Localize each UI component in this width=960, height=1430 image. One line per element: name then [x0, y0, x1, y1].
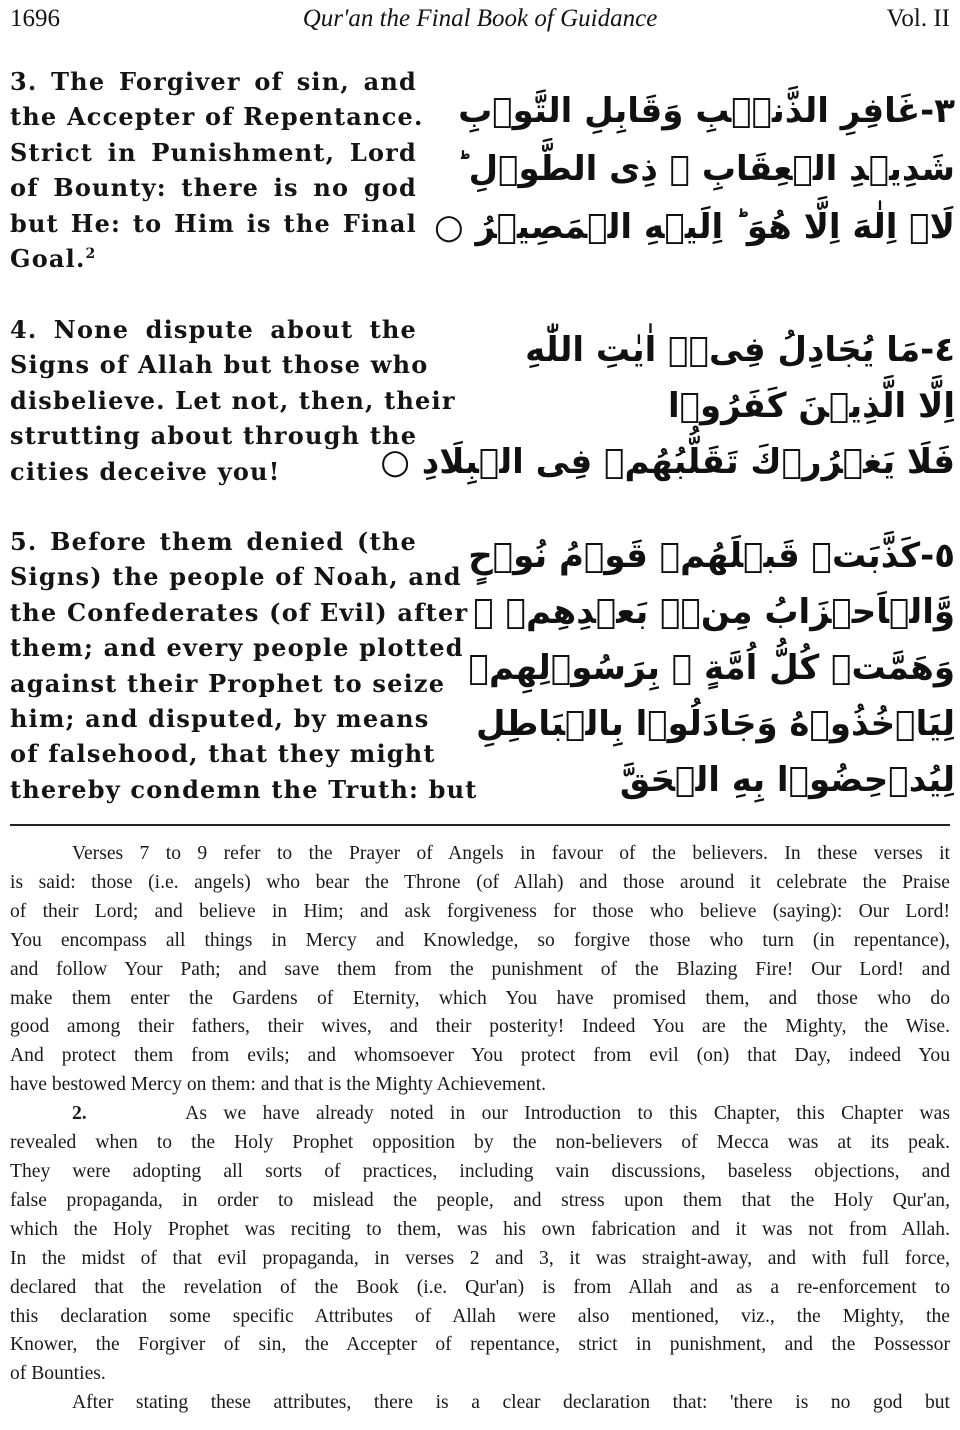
commentary-line: In the midst of that evil propaganda, in verses 2 and 3, it was straight-away, and with full force, [10, 1247, 950, 1269]
verse-line: against their Prophet to seize [10, 668, 446, 698]
verse-line: 4. None dispute about the [10, 315, 417, 344]
page-header [10, 4, 950, 34]
section-divider [10, 824, 950, 826]
arabic-line: لِيُدۡحِضُوۡا بِهِ الۡحَقَّ [619, 760, 955, 800]
volume-label: Vol. II [886, 5, 950, 32]
note-number: 2. [72, 1103, 87, 1125]
verse-line: Signs of Allah but those who [10, 350, 429, 380]
commentary-line: good among their fathers, their wives, and their posterity! Indeed You are the Mighty, the Wise. [10, 1016, 950, 1038]
commentary-line: revealed when to the Holy Prophet opposition by the non-believers of Mecca was at its peak. [10, 1132, 950, 1154]
verse-line: the Accepter of Repentance. [10, 102, 424, 132]
verse-line: them; and every people plotted [10, 633, 464, 663]
commentary-line: 2. As we have already noted in our Introduction to this Chapter, this Chapter was [72, 1103, 951, 1125]
commentary-line: false propaganda, in order to mislead the people, and stress upon them that the Holy Qur'an, [10, 1189, 950, 1211]
arabic-line: شَدِيۡدِ الۡعِقَابِ ۙ ذِى الطَّوۡلِ ؕ [456, 149, 955, 189]
commentary-line: which the Holy Prophet was reciting to them, was his own fabrication and it was not from Allah. [10, 1218, 950, 1240]
commentary-line: and follow Your Path; and save them from the punishment of the Blazing Fire! Our Lord! and [10, 958, 950, 980]
arabic-line: فَلَا يَغۡرُرۡكَ تَقَلُّبُهُمۡ فِى الۡبِلَادِ ○ [380, 442, 955, 482]
commentary-line: make them enter the Gardens of Eternity, which You have promised them, and those who do [10, 987, 950, 1009]
arabic-line: ٣-غَافِرِ الذَّنۡۢبِ وَقَابِلِ التَّوۡبِ [458, 91, 955, 131]
verse-5-translation [10, 524, 478, 807]
verse-3-translation [10, 64, 424, 276]
verse-line: of Bounty: there is no god [10, 173, 417, 203]
verse-line: 3. The Forgiver of sin, and [10, 67, 417, 96]
verse-line: Goal.$^2$ [10, 244, 97, 274]
arabic-line: وَهَمَّتۡ كُلُّ اُمَّةٍ ۢ بِرَسُوۡلِهِمۡ [468, 648, 955, 688]
commentary-line: Verses 7 to 9 refer to the Prayer of Angels in favour of the believers. In these verses it [72, 843, 950, 864]
running-title: Qur'an the Final Book of Guidance [302, 5, 658, 32]
arabic-line: لِيَاۡخُذُوۡهُ وَجَادَلُوۡا بِالۡبَاطِلِ [476, 704, 955, 744]
verse-line: thereby condemn the Truth: but [10, 774, 478, 804]
arabic-line: وَّالۡاَحۡزَابُ مِنۡۢ بَعۡدِهِمۡ ۖ [473, 592, 955, 632]
commentary-line: of Bounties. [10, 1363, 106, 1385]
verse-line: cities deceive you! [10, 456, 281, 486]
commentary-line: Knower, the Forgiver of sin, the Accepter of repentance, strict in punishment, and the Possessor [10, 1334, 950, 1356]
commentary-line: After stating these attributes, there is a clear declaration that: 'there is no god but [72, 1392, 950, 1414]
footnote-marker: 2 [85, 246, 97, 263]
commentary-line: declared that the revelation of the Book (i.e. Qur'an) is from Allah and as a re-enforcement to [10, 1276, 950, 1298]
commentary-line: is said: those (i.e. angels) who bear the Throne (of Allah) and those around it celebrate the Praise [10, 871, 950, 893]
verse-line: of falsehood, that they might [10, 739, 436, 769]
verse-line: Signs) the people of Noah, and [10, 562, 462, 592]
verse-line: him; and disputed, by means [10, 704, 430, 734]
verse-line: the Confederates (of Evil) after [10, 597, 469, 627]
commentary-line: have bestowed Mercy on them: and that is the Mighty Achievement. [10, 1074, 546, 1096]
verse-line: 5. Before them denied (the [10, 527, 417, 556]
verse-line: but He: to Him is the Final [10, 208, 417, 238]
page-number: 1696 [10, 5, 60, 32]
arabic-line: ٤-مَا يُجَادِلُ فِىۡۤ اٰيٰتِ اللّٰهِ [525, 330, 955, 370]
commentary-line: And protect them from evils; and whomsoever You protect from evil (on) that Day, indeed You [10, 1045, 950, 1067]
commentary-line: They were adopting all sorts of practices, including vain discussions, baseless objections, and [10, 1160, 950, 1182]
arabic-line: اِلَّا الَّذِيۡنَ كَفَرُوۡا [667, 386, 955, 426]
verse-line: disbelieve. Let not, then, their [10, 385, 456, 415]
verse-line: strutting about through the [10, 421, 418, 451]
verse-4-translation [10, 312, 456, 489]
commentary [10, 840, 950, 1418]
verse-5-arabic [468, 528, 955, 808]
arabic-line: لَاۤ اِلٰهَ اِلَّا هُوَ ؕ اِلَيۡهِ الۡمَصِيۡرُ ○ [433, 207, 955, 247]
arabic-line: ٥-كَذَّبَتۡ قَبۡلَهُمۡ قَوۡمُ نُوۡحٍ [468, 536, 955, 576]
verse-4-arabic [380, 322, 955, 490]
verse-line: Strict in Punishment, Lord [10, 137, 417, 167]
commentary-line: You encompass all things in Mercy and Knowledge, so forgive those who turn (in repentance), [10, 929, 950, 951]
commentary-line: of their Lord; and believe in Him; and ask forgiveness for those who believe (saying): Our Lord! [10, 900, 950, 922]
commentary-line: this declaration some specific Attributes of Allah were also mentioned, viz., the Mighty, the [10, 1305, 950, 1327]
verse-3-arabic [433, 82, 955, 256]
